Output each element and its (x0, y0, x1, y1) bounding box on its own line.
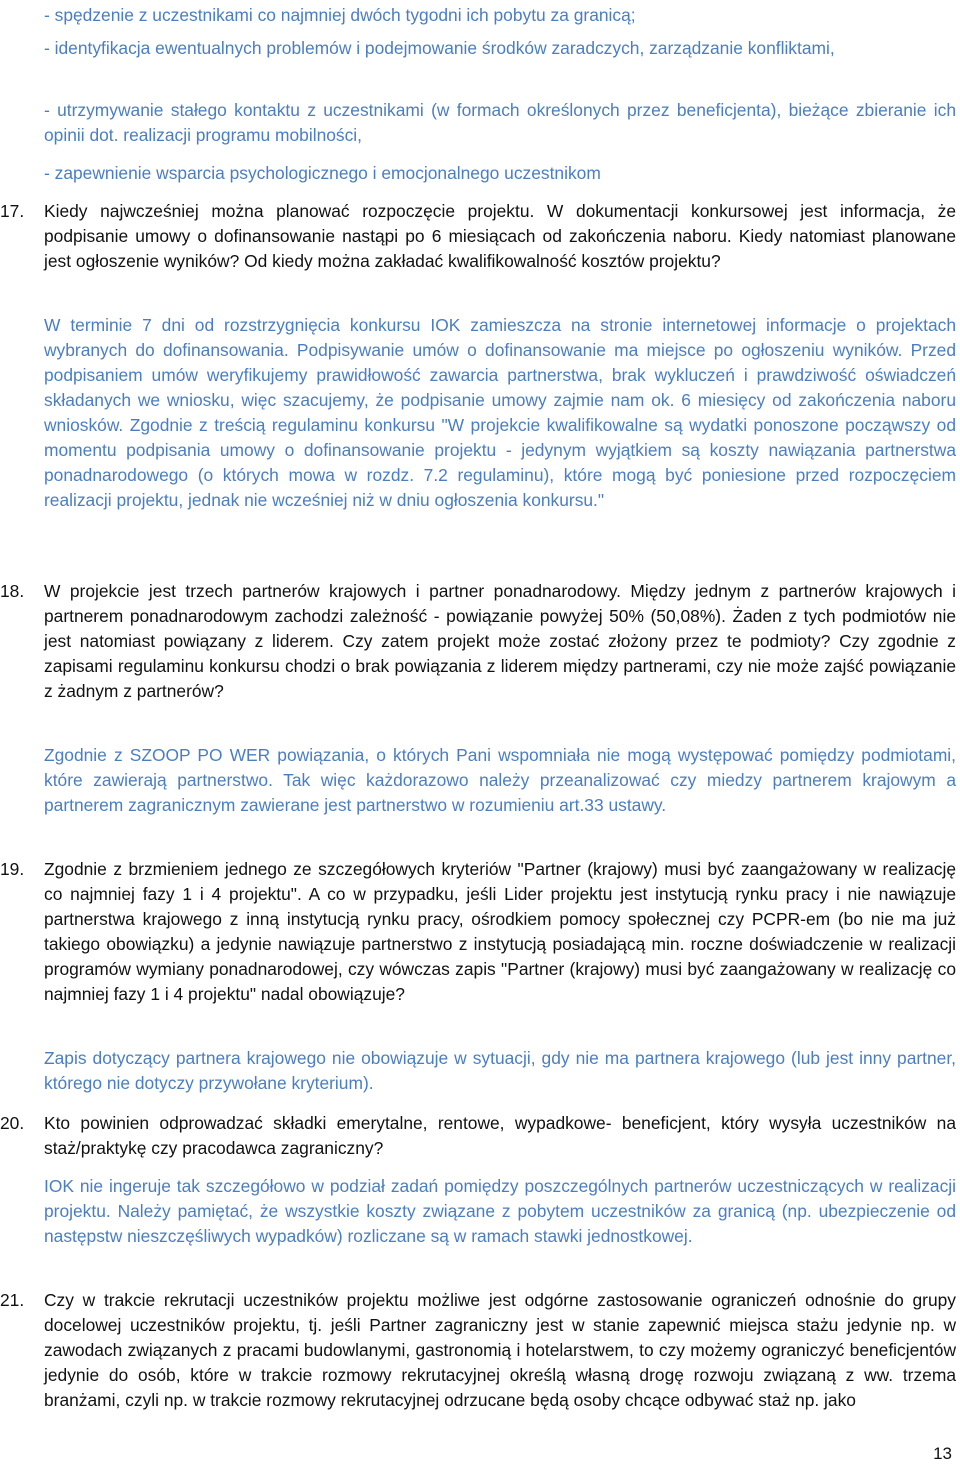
question-number: 20. (0, 1113, 25, 1133)
question-text: Kto powinien odprowadzać składki emerytalne, rentowe, wypadkowe- beneficjent, który wysyła uczestników na staż/praktykę czy pracodawca zagraniczny? (44, 1113, 956, 1158)
bullet-item: - identyfikacja ewentualnych problemów i podejmowanie środków zaradczych, zarządzanie konfliktami, (44, 38, 835, 58)
answer-text: Zgodnie z SZOOP PO WER powiązania, o których Pani wspomniała nie mogą występować pomiędzy podmiotami, które zawierają partnerstwo. Tak więc każdorazowo należy przeanalizować czy miedzy partnerem krajowym a partnerem zagranicznym zawierane jest partnerstwo w rozumieniu art.33 ustawy. (44, 745, 956, 815)
question-number: 18. (0, 581, 25, 601)
question-number: 21. (0, 1290, 25, 1310)
answer-text: W terminie 7 dni od rozstrzygnięcia konkursu IOK zamieszcza na stronie internetowej informacje o projektach wybranych do dofinansowania. Podpisywanie umów o dofinansowanie ma miejsce po ogłoszeniu wyników. Przed podpisaniem umów weryfikujemy prawidłowość zawarcia partnerstwa, brak wykluczeń i prawdziwość oświadczeń składanych we wniosku, więc szacujemy, że podpisanie umowy zajmie nam ok. 6 miesięcy od zakończenia naboru wniosków. Zgodnie z treścią regulaminu konkursu "W projekcie kwalifikowalne są wydatki ponoszone począwszy od momentu podpisania umowy o dofinansowanie projektu - jedynym wyjątkiem są koszty nawiązania partnerstwa ponadnarodowego (o których mowa w rozdz. 7.2 regulaminu), które mogą być poniesione przed rozpoczęciem realizacji projektu, jednak nie wcześniej niż w dniu ogłoszenia konkursu." (44, 315, 956, 510)
question-number: 19. (0, 859, 25, 879)
question-text: W projekcie jest trzech partnerów krajowych i partner ponadnarodowy. Między jednym z partnerów krajowych i partnerem ponadnarodowym zachodzi zależność - powiązanie powyżej 50% (50,08%). Żaden z tych podmiotów nie jest natomiast powiązany z liderem. Czy zatem projekt może zostać złożony przez te podmioty? Czy zgodnie z zapisami regulaminu konkursu chodzi o brak powiązania z liderem między partnerami, czy nie może zajść powiązanie z żadnym z partnerów? (44, 581, 956, 701)
answer-text: IOK nie ingeruje tak szczegółowo w podział zadań pomiędzy poszczególnych partnerów uczestniczących w realizacji projektu. Należy pamiętać, że wszystkie koszty związane z pobytem uczestników za granicą (np. ubezpieczenie od następstw nieszczęśliwych wypadków) rozliczane są w ramach stawki jednostkowej. (44, 1176, 956, 1246)
bullet-item: - spędzenie z uczestnikami co najmniej dwóch tygodni ich pobytu za granicą; (44, 5, 636, 25)
question-text: Kiedy najwcześniej można planować rozpoczęcie projektu. W dokumentacji konkursowej jest informacja, że podpisanie umowy o dofinansowanie nastąpi po 6 miesiącach od zakończenia naboru. Kiedy natomiast planowane jest ogłoszenie wyników? Od kiedy można zakładać kwalifikowalność kosztów projektu? (44, 201, 956, 271)
bullet-item: - utrzymywanie stałego kontaktu z uczestnikami (w formach określonych przez beneficjenta), bieżące zbieranie ich opinii dot. realizacji programu mobilności, (44, 100, 956, 145)
question-text: Zgodnie z brzmieniem jednego ze szczegółowych kryteriów "Partner (krajowy) musi być zaangażowany w realizację co najmniej fazy 1 i 4 projektu". A co w przypadku, jeśli Lider projektu jest instytucją rynku pracy i nie nawiązuje partnerstwa krajowego z inną instytucją rynku pracy, ośrodkiem pomocy społecznej czy PCPR-em (bo nie ma już takiego obowiązku) a jedynie nawiązuje partnerstwo z instytucją posiadającą min. roczne doświadczenie w realizacji programów wymiany ponadnarodowej, czy wówczas zapis "Partner (krajowy) musi być zaangażowany w realizację co najmniej fazy 1 i 4 projektu" nadal obowiązuje? (44, 859, 956, 1004)
bullet-item: - zapewnienie wsparcia psychologicznego i emocjonalnego uczestnikom (44, 163, 601, 183)
page-number: 13 (933, 1444, 952, 1463)
answer-text: Zapis dotyczący partnera krajowego nie obowiązuje w sytuacji, gdy nie ma partnera krajowego (lub jest inny partner, którego nie dotyczy przywołane kryterium). (44, 1048, 956, 1093)
question-number: 17. (0, 201, 25, 221)
question-text: Czy w trakcie rekrutacji uczestników projektu możliwe jest odgórne zastosowanie ograniczeń odnośnie do grupy docelowej uczestników projektu, tj. jeśli Partner zagraniczny jest w stanie zapewnić miejsca stażu jedynie np. w zawodach związanych z pracami budowlanymi, gastronomią i hotelarstwem, to czy możemy ograniczyć beneficjentów jedynie do osób, które w trakcie rozmowy rekrutacyjnej określą własną drogę rozwoju związaną z ww. trzema branżami, czyli np. w trakcie rozmowy rekrutacyjnej odrzucane będą osoby chcące odbywać staż np. jako (44, 1290, 956, 1410)
